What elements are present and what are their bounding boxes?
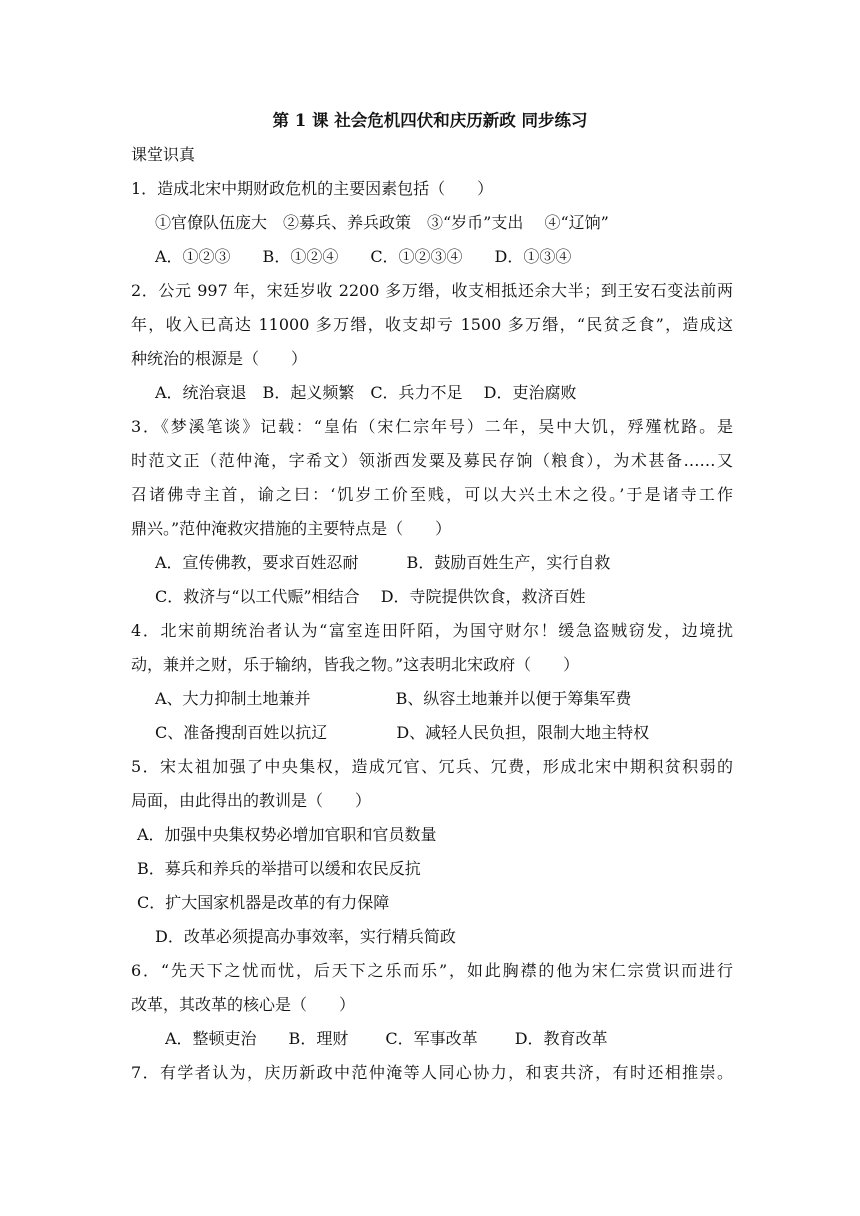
- question-stem-line: 1．造成北宋中期财政危机的主要因素包括（ ）: [131, 179, 494, 198]
- question-options: A．统治衰退 B．起义频繁 C．兵力不足 D．吏治腐败: [155, 383, 577, 402]
- question-stem-line: 年，收入已高达 11000 多万缗，收支却亏 1500 多万缗，“民贫乏食”，造成这: [131, 315, 733, 334]
- question-stem-line: 2．公元 997 年，宋廷岁收 2200 多万缗，收支相抵还余大半；到王安石变法前两: [131, 281, 733, 300]
- question-options: A．①②③ B．①②④ C．①②③④ D．①③④: [155, 247, 572, 266]
- section-heading: 课堂识真: [131, 145, 196, 164]
- question-statements: ①官僚队伍庞大 ②募兵、养兵政策 ③“岁币”支出 ④“辽饷”: [155, 213, 609, 232]
- question-stem-line: 7．有学者认为，庆历新政中范仲淹等人同心协力，和衷共济，有时还相推崇。: [131, 1063, 733, 1082]
- question-options: B．募兵和养兵的举措可以缓和农民反抗: [137, 859, 421, 878]
- question-stem-line: 鼎兴。”范仲淹救灾措施的主要特点是（ ）: [131, 519, 452, 538]
- page-title: 第 1 课 社会危机四伏和庆历新政 同步练习: [272, 111, 588, 130]
- question-stem-line: 时范文正（范仲淹，字希文）领浙西发粟及募民存饷（粮食），为术甚备……又: [131, 451, 733, 470]
- question-stem-line: 种统治的根源是（ ）: [131, 349, 308, 368]
- question-options: A、大力抑制土地兼并 B、纵容土地兼并以便于筹集军费: [155, 689, 632, 708]
- question-options: A．加强中央集权势必增加官职和官员数量: [137, 825, 437, 844]
- question-stem-line: 局面，由此得出的教训是（ ）: [131, 791, 372, 810]
- question-stem-line: 4．北宋前期统治者认为“富室连田阡陌，为国守财尔！缓急盗贼窃发，边境扰: [131, 621, 733, 640]
- question-options: C．救济与“以工代赈”相结合 D．寺院提供饮食，救济百姓: [155, 587, 586, 606]
- question-stem-line: 6．“先天下之忧而忧，后天下之乐而乐”，如此胸襟的他为宋仁宗赏识而进行: [131, 961, 733, 980]
- question-options: A．整顿吏治 B．理财 C．军事改革 D．教育改革: [165, 1029, 608, 1048]
- question-stem-line: 3．《梦溪笔谈》记载：“皇佑（宋仁宗年号）二年，吴中大饥，殍殣枕路。是: [131, 417, 733, 436]
- question-options: C．扩大国家机器是改革的有力保障: [137, 893, 390, 912]
- question-stem-line: 改革，其改革的核心是（ ）: [131, 995, 356, 1014]
- question-options: A．宣传佛教，要求百姓忍耐 B．鼓励百姓生产，实行自救: [155, 553, 611, 572]
- question-options: C、准备搜刮百姓以抗辽 D、减轻人民负担，限制大地主特权: [155, 723, 650, 742]
- question-stem-line: 5．宋太祖加强了中央集权，造成冗官、冗兵、冗费，形成北宋中期积贫积弱的: [131, 757, 733, 776]
- question-stem-line: 召诸佛寺主首，谕之曰：‘饥岁工价至贱，可以大兴土木之役。’于是诸寺工作: [131, 485, 733, 504]
- question-stem-line: 动，兼并之财，乐于输纳，皆我之物。”这表明北宋政府（ ）: [131, 655, 580, 674]
- question-options: D．改革必须提高办事效率，实行精兵简政: [155, 927, 456, 946]
